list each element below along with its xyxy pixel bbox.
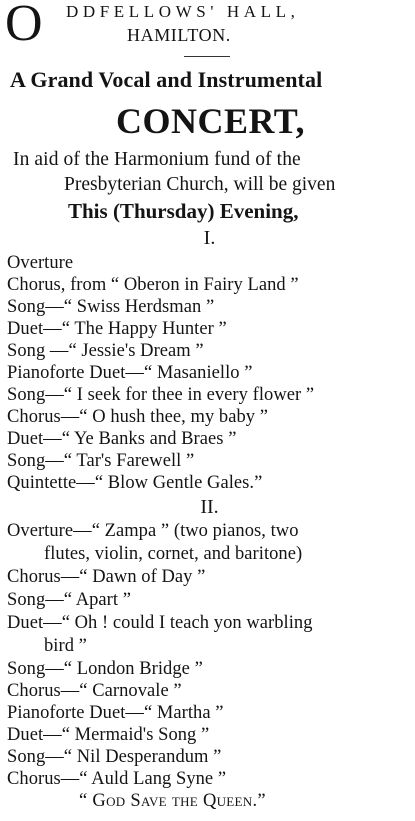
programme-item: Duet—“ Oh ! could I teach yon warbling: [7, 613, 313, 633]
closing-anthem: “ God Save the Queen.”: [79, 791, 266, 811]
date-line: This (Thursday) Evening,: [68, 199, 299, 223]
headline: A Grand Vocal and Instrumental: [10, 67, 323, 92]
programme-item: Overture: [7, 253, 74, 273]
programme-item: Pianoforte Duet—“ Martha ”: [7, 703, 224, 723]
programme-item-continuation: bird ”: [44, 636, 87, 656]
hall-title: DDFELLOWS' HALL,: [66, 2, 300, 21]
programme-item: Song —“ Jessie's Dream ”: [7, 341, 204, 361]
intro-line-2: Presbyterian Church, will be given: [64, 174, 336, 195]
programme-item: Duet—“ Ye Banks and Braes ”: [7, 429, 237, 449]
programme-item: Song—“ London Bridge ”: [7, 659, 203, 679]
programme-item: Overture—“ Zampa ” (two pianos, two: [7, 521, 299, 541]
programme-item: Chorus, from “ Oberon in Fairy Land ”: [7, 275, 299, 295]
programme-item: Song—“ Swiss Herdsman ”: [7, 297, 215, 317]
programme-item-continuation: flutes, violin, cornet, and baritone): [44, 544, 303, 564]
programme-item: Duet—“ The Happy Hunter ”: [7, 319, 227, 339]
programme-item: Duet—“ Mermaid's Song ”: [7, 725, 210, 745]
location-title: HAMILTON.: [127, 25, 231, 45]
programme-item: Pianoforte Duet—“ Masaniello ”: [7, 363, 253, 383]
programme-item: Chorus—“ Carnovale ”: [7, 681, 182, 701]
part-one-label: I.: [203, 227, 216, 249]
programme-item: Song—“ Apart ”: [7, 590, 132, 610]
programme-item: Song—“ I seek for thee in every flower ”: [7, 385, 315, 405]
programme-item: Chorus—“ O hush thee, my baby ”: [7, 407, 269, 427]
programme-item: Chorus—“ Auld Lang Syne ”: [7, 769, 227, 789]
programme-item: Chorus—“ Dawn of Day ”: [7, 567, 206, 587]
intro-line-1: In aid of the Harmonium fund of the: [13, 149, 301, 170]
programme-item: Song—“ Nil Desperandum ”: [7, 747, 222, 767]
event-title: CONCERT,: [115, 101, 306, 141]
part-two-label: II.: [200, 496, 219, 518]
section-divider: [184, 56, 230, 57]
programme-item: Quintette—“ Blow Gentle Gales.”: [7, 473, 263, 493]
drop-cap-letter: O: [5, 0, 43, 52]
programme-item: Song—“ Tar's Farewell ”: [7, 451, 195, 471]
